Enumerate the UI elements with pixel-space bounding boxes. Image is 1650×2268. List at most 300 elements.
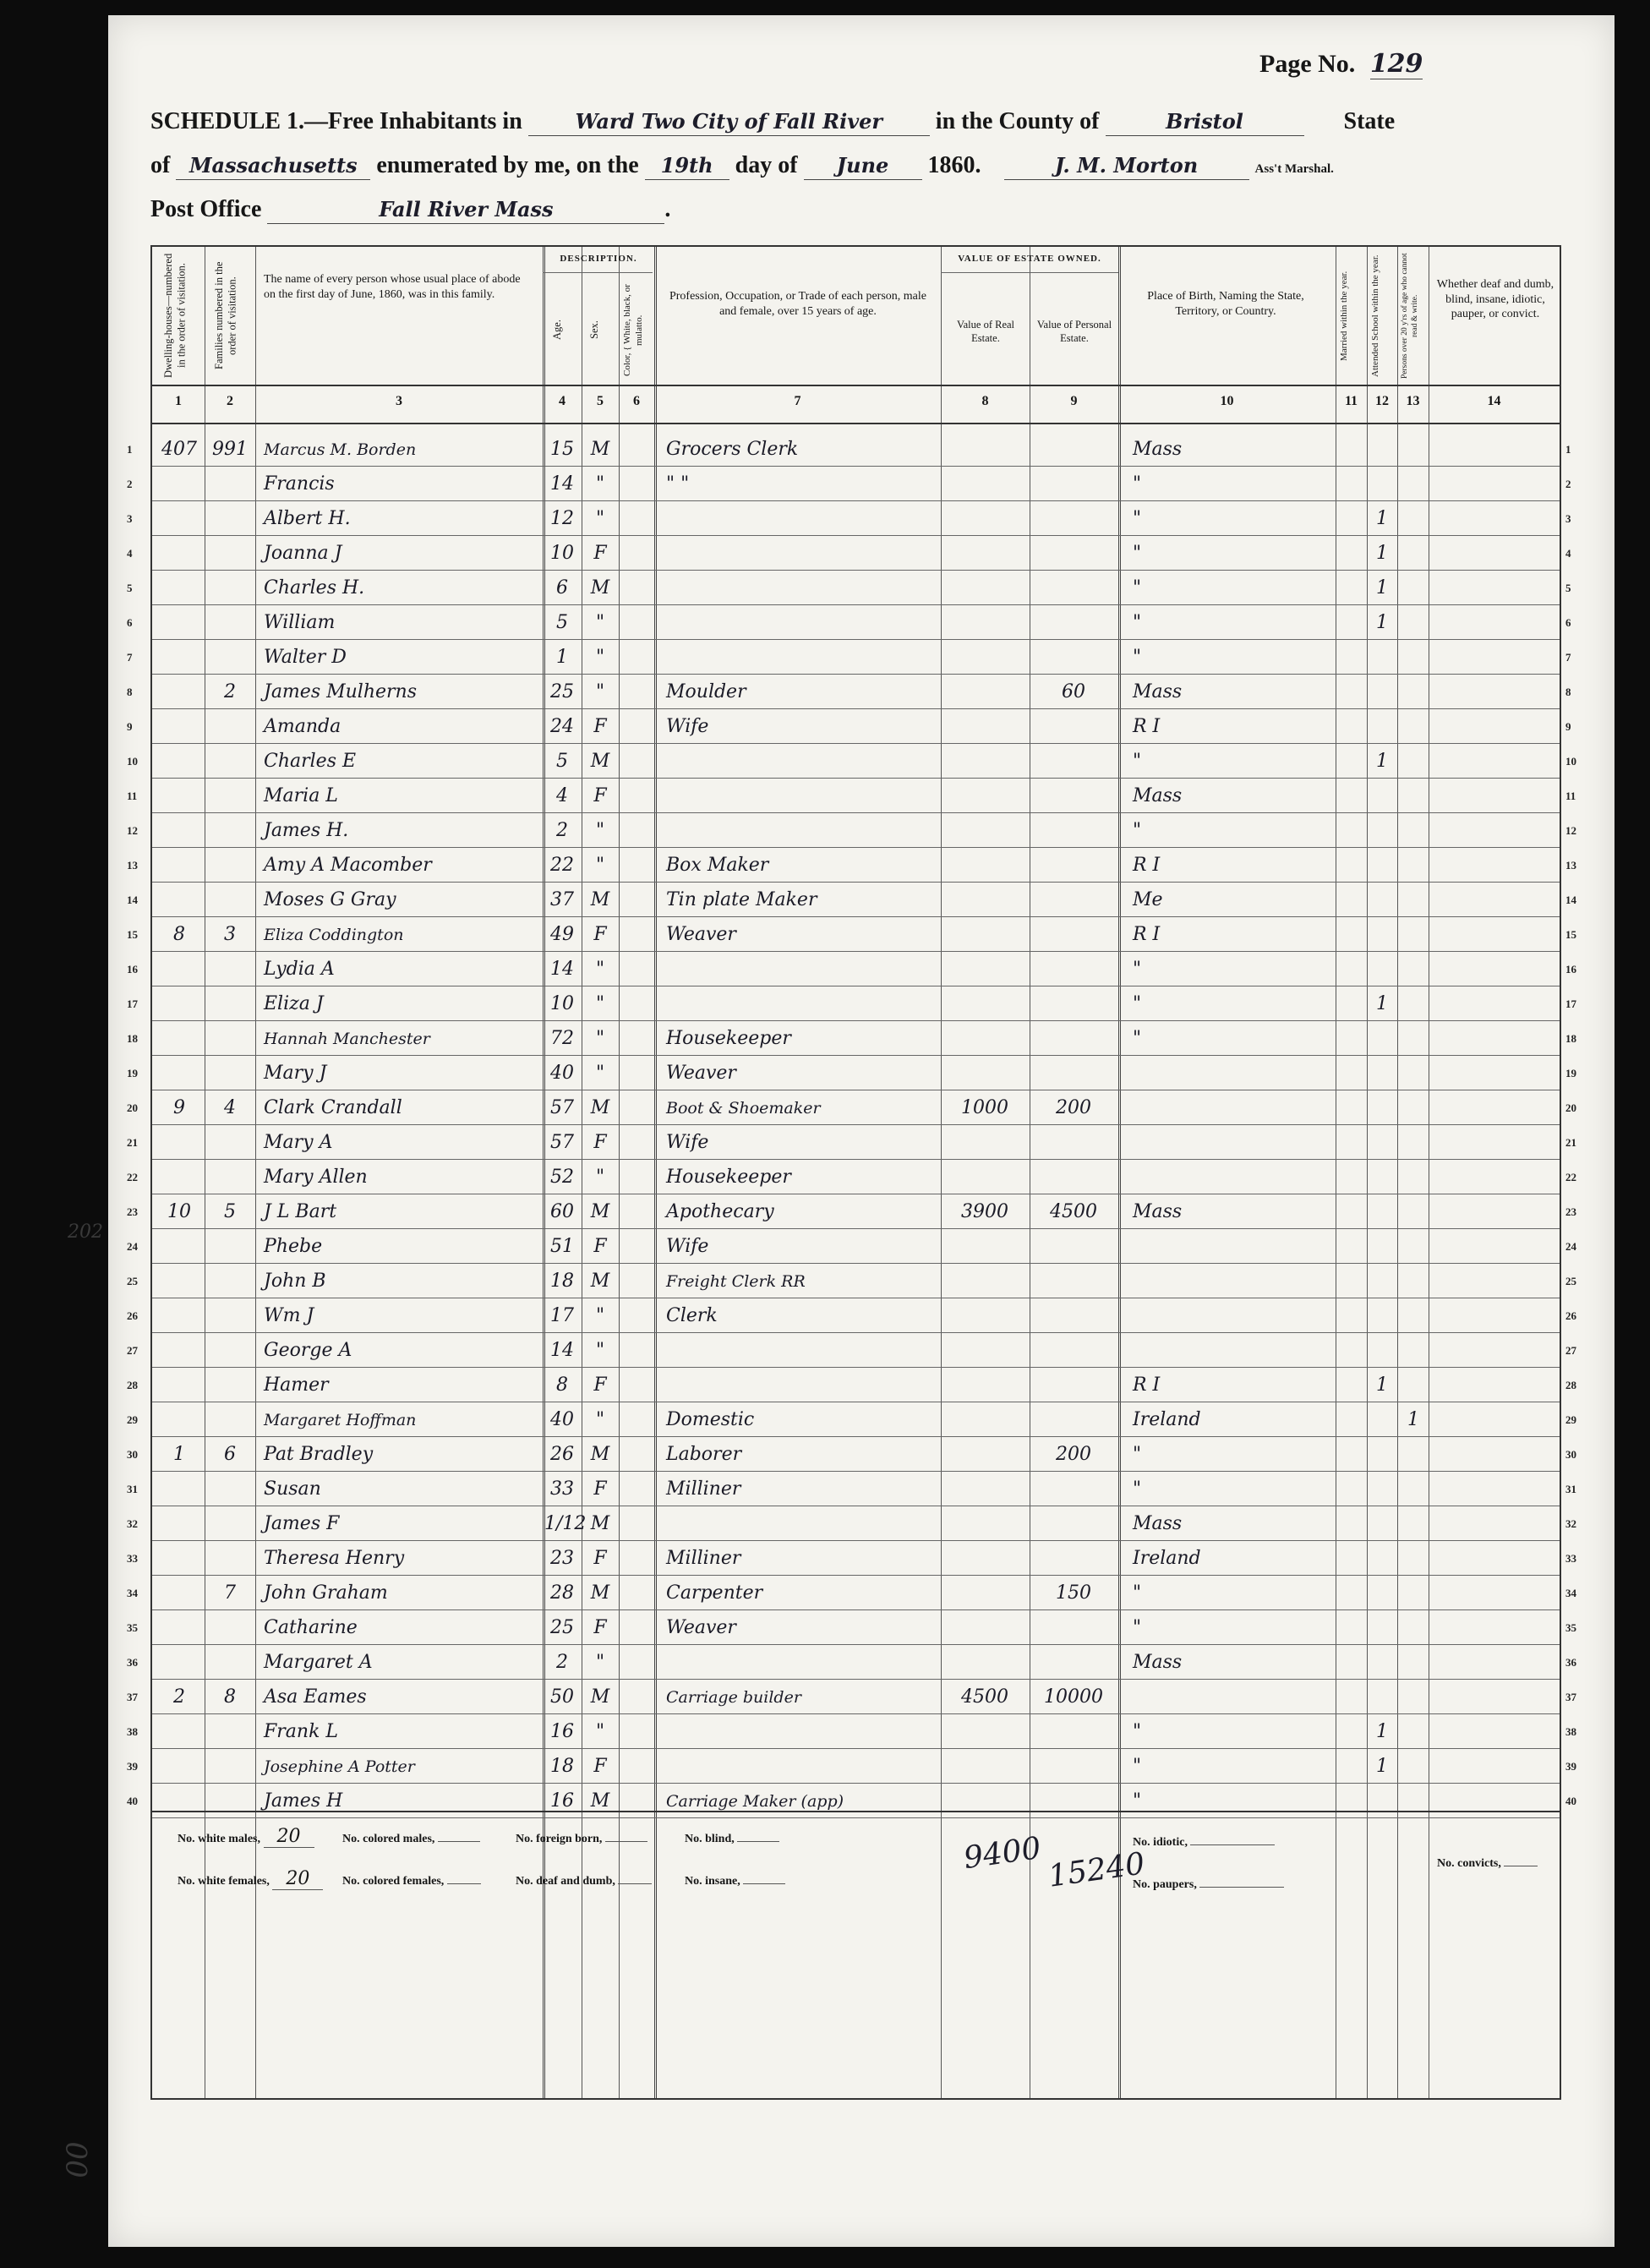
attended-school-mark: [1369, 1471, 1396, 1506]
real-estate-value: [942, 466, 1027, 500]
cannot-read-write-mark: [1399, 708, 1428, 743]
attended-school-mark: [1369, 639, 1396, 674]
line-number-left: 21: [127, 1136, 138, 1149]
person-age: 28: [550, 1582, 574, 1604]
real-estate-value: [942, 570, 1027, 604]
county-label: in the County of: [935, 108, 1100, 134]
white-females-label: No. white females,: [178, 1875, 270, 1888]
attended-school-mark: [1369, 708, 1396, 743]
personal-estate-value: [1031, 1020, 1116, 1055]
attended-school-mark: [1369, 466, 1396, 500]
attended-school-mark: 1: [1376, 508, 1388, 529]
person-occupation: Domestic: [666, 1409, 755, 1430]
attended-school-mark: [1369, 1783, 1396, 1817]
line-number-right: 16: [1565, 963, 1576, 976]
line-number-left: 16: [127, 963, 138, 976]
attended-school-mark: 1: [1376, 543, 1388, 564]
cannot-read-write-mark: [1399, 1748, 1428, 1783]
cannot-read-write-mark: [1399, 500, 1428, 535]
personal-estate-value: [1031, 1159, 1116, 1194]
line-number-left: 28: [127, 1379, 138, 1391]
real-estate-value: [942, 500, 1027, 535]
real-estate-value: 4500: [961, 1686, 1008, 1708]
footer-convicts: [1437, 1857, 1538, 1871]
column-head-2: Families numbered in the order of visitation.: [213, 261, 238, 370]
footer-white-males: [178, 1826, 314, 1848]
person-age: 57: [550, 1132, 574, 1153]
real-estate-value: [942, 882, 1027, 916]
line-number-left: 30: [127, 1448, 138, 1461]
family-number: [206, 466, 254, 500]
birth-place: ": [1133, 1756, 1142, 1777]
dwelling-number: [156, 1783, 203, 1817]
person-occupation: Weaver: [666, 924, 736, 945]
line-number-right: 18: [1565, 1032, 1576, 1045]
family-number: [206, 1540, 254, 1575]
cannot-read-write-mark: [1399, 1575, 1428, 1609]
attended-school-mark: [1369, 1540, 1396, 1575]
cannot-read-write-mark: [1399, 1055, 1428, 1090]
person-sex: M: [590, 1582, 610, 1604]
attended-school-mark: [1369, 778, 1396, 812]
person-occupation: Weaver: [666, 1617, 736, 1638]
column-head-14: Whether deaf and dumb, blind, insane, idiotic, pauper, or convict.: [1436, 278, 1554, 320]
family-number: [206, 1332, 254, 1367]
person-age: 57: [550, 1097, 574, 1118]
family-number: [206, 882, 254, 916]
table-row: [127, 466, 1571, 500]
person-age: 8: [556, 1374, 568, 1396]
table-row: [127, 1783, 1576, 1817]
cannot-read-write-mark: [1399, 1124, 1428, 1159]
dwelling-number: [156, 778, 203, 812]
real-estate-value: [942, 1020, 1027, 1055]
line-number-left: 35: [127, 1621, 138, 1634]
line-number-left: 27: [127, 1344, 138, 1357]
attended-school-mark: 1: [1376, 1756, 1388, 1777]
person-age: 2: [556, 820, 568, 841]
total-personal-estate: 15240: [1046, 1846, 1147, 1894]
person-name: James Mulherns: [264, 681, 417, 702]
family-number: [206, 570, 254, 604]
birth-place: R I: [1133, 855, 1161, 876]
person-name: John Graham: [264, 1582, 388, 1604]
real-estate-value: [942, 1748, 1027, 1783]
person-occupation: [666, 743, 938, 778]
line-number-right: 28: [1565, 1379, 1576, 1391]
table-row: [127, 1644, 1576, 1679]
person-sex: F: [593, 1236, 607, 1257]
person-age: 15: [550, 439, 574, 460]
cannot-read-write-mark: [1399, 1540, 1428, 1575]
person-name: Asa Eames: [264, 1686, 367, 1708]
line-number-right: 7: [1565, 651, 1571, 664]
person-occupation: [666, 1713, 938, 1748]
birth-place: Me: [1133, 889, 1163, 910]
attended-school-mark: 1: [1376, 993, 1388, 1014]
attended-school-mark: [1369, 1575, 1396, 1609]
birth-place: ": [1133, 1790, 1142, 1812]
line-number-left: 20: [127, 1101, 138, 1114]
family-number: 5: [224, 1201, 236, 1222]
insane-label: No. insane,: [685, 1875, 740, 1888]
line-number-right: 19: [1565, 1067, 1576, 1079]
person-name: J L Bart: [264, 1201, 337, 1222]
line-number-right: 34: [1565, 1587, 1576, 1599]
cannot-read-write-mark: [1399, 882, 1428, 916]
person-occupation: Moulder: [666, 681, 746, 702]
attended-school-mark: [1369, 1159, 1396, 1194]
real-estate-value: [942, 1402, 1027, 1436]
real-estate-value: [942, 1783, 1027, 1817]
cannot-read-write-mark: [1399, 431, 1428, 466]
dwelling-number: [156, 1748, 203, 1783]
real-estate-value: [942, 1228, 1027, 1263]
dwelling-number: [156, 674, 203, 708]
line-number-right: 10: [1565, 755, 1576, 768]
line-number-right: 29: [1565, 1413, 1576, 1426]
person-sex: F: [593, 1617, 607, 1638]
birth-place: ": [1133, 1721, 1142, 1742]
table-row: [127, 1263, 1576, 1298]
personal-estate-value: [1031, 1367, 1116, 1402]
person-occupation: [666, 986, 938, 1020]
table-row: [127, 1332, 1576, 1367]
birth-place: ": [1133, 1617, 1142, 1638]
line-number-right: 23: [1565, 1205, 1576, 1218]
person-name: Margaret A: [264, 1652, 373, 1673]
person-occupation: Tin plate Maker: [666, 889, 817, 910]
dwelling-number: [156, 1471, 203, 1506]
table-row: [127, 882, 1576, 916]
cannot-read-write-mark: [1399, 1367, 1428, 1402]
person-sex: F: [593, 543, 607, 564]
person-sex: ": [595, 612, 605, 633]
family-number: [206, 847, 254, 882]
dwelling-number: [156, 1367, 203, 1402]
person-sex: ": [595, 855, 605, 876]
real-estate-value: [942, 1332, 1027, 1367]
attended-school-mark: [1369, 1609, 1396, 1644]
person-occupation: [666, 1332, 938, 1367]
family-number: [206, 1020, 254, 1055]
person-age: 52: [550, 1167, 574, 1188]
total-real-estate: 9400: [961, 1830, 1044, 1877]
dwelling-number: 407: [161, 439, 197, 460]
person-sex: F: [593, 1374, 607, 1396]
line-number-left: 40: [127, 1795, 138, 1807]
dwelling-number: 10: [167, 1201, 191, 1222]
line-number-left: 29: [127, 1413, 138, 1426]
person-occupation: Grocers Clerk: [666, 439, 799, 460]
line-number-right: 37: [1565, 1691, 1576, 1703]
person-name: Amy A Macomber: [264, 855, 432, 876]
table-row: [127, 500, 1571, 535]
column-head-5: Sex.: [588, 320, 600, 340]
line-number-left: 18: [127, 1032, 138, 1045]
table-row: [127, 1471, 1576, 1506]
personal-estate-value: 4500: [1050, 1201, 1097, 1222]
cannot-read-write-mark: [1399, 535, 1428, 570]
column-head-4: Age.: [551, 320, 563, 341]
person-age: 50: [550, 1686, 574, 1708]
table-row: [127, 1506, 1576, 1540]
line-number-right: 26: [1565, 1309, 1576, 1322]
dwelling-number: [156, 1609, 203, 1644]
cannot-read-write-mark: [1399, 1713, 1428, 1748]
real-estate-value: [942, 1540, 1027, 1575]
line-number-right: 32: [1565, 1517, 1576, 1530]
attended-school-mark: [1369, 431, 1396, 466]
foreign-born-label: No. foreign born,: [516, 1833, 603, 1845]
person-age: 23: [550, 1548, 574, 1569]
person-age: 16: [550, 1721, 574, 1742]
person-age: 5: [556, 751, 568, 772]
paupers-label: No. paupers,: [1133, 1878, 1197, 1891]
family-number: [206, 1748, 254, 1783]
line-number-left: 10: [127, 755, 138, 768]
table-row: [127, 812, 1576, 847]
line-number-left: 23: [127, 1205, 138, 1218]
line-number-left: 11: [127, 790, 138, 802]
real-estate-value: [942, 986, 1027, 1020]
person-sex: M: [590, 1686, 610, 1708]
real-estate-value: [942, 812, 1027, 847]
personal-estate-value: [1031, 1298, 1116, 1332]
cannot-read-write-mark: [1399, 847, 1428, 882]
person-name: Walter D: [264, 647, 347, 668]
person-sex: ": [595, 1028, 605, 1049]
person-occupation: [666, 1367, 938, 1402]
birth-place: Mass: [1133, 1652, 1183, 1673]
line-number-right: 1: [1565, 443, 1571, 456]
family-number: [206, 1228, 254, 1263]
person-age: 6: [556, 577, 568, 598]
person-sex: F: [593, 924, 607, 945]
person-sex: M: [590, 1097, 610, 1118]
line-number-left: 2: [127, 478, 133, 490]
dwelling-number: [156, 1228, 203, 1263]
person-age: 17: [550, 1305, 574, 1326]
person-sex: M: [590, 1444, 610, 1465]
line-number-right: 31: [1565, 1483, 1576, 1495]
person-sex: F: [593, 1132, 607, 1153]
person-name: Catharine: [264, 1617, 358, 1638]
person-occupation: [666, 1644, 938, 1679]
family-number: [206, 778, 254, 812]
person-age: 25: [550, 1617, 574, 1638]
line-number-right: 8: [1565, 686, 1571, 698]
table-row: [127, 1159, 1576, 1194]
line-number-right: 5: [1565, 582, 1571, 594]
birth-place: [1133, 1055, 1332, 1090]
person-age: 14: [550, 959, 574, 980]
family-number: [206, 1506, 254, 1540]
table-row: [127, 951, 1576, 986]
person-sex: M: [590, 1271, 610, 1292]
person-age: 22: [550, 855, 574, 876]
line-number-right: 15: [1565, 928, 1576, 941]
family-number: [206, 951, 254, 986]
page-number-value: 129: [1369, 49, 1423, 79]
family-number: [206, 1713, 254, 1748]
table-row: [127, 1194, 1576, 1228]
person-sex: ": [595, 1340, 605, 1361]
column-head-7: Profession, Occupation, or Trade of each person, male and female, over 15 years of age.: [669, 290, 927, 318]
cannot-read-write-mark: [1399, 743, 1428, 778]
person-occupation: Laborer: [666, 1444, 742, 1465]
table-row: [127, 1020, 1576, 1055]
person-occupation: Wife: [666, 1132, 709, 1153]
cannot-read-write-mark: 1: [1407, 1409, 1419, 1430]
family-number: [206, 743, 254, 778]
person-occupation: Boot & Shoemaker: [666, 1099, 821, 1118]
personal-estate-value: [1031, 500, 1116, 535]
person-name: Amanda: [264, 716, 341, 737]
line-number-left: 36: [127, 1656, 138, 1669]
personal-estate-value: 200: [1056, 1097, 1091, 1118]
person-occupation: [666, 535, 938, 570]
person-name: Susan: [264, 1478, 321, 1500]
line-number-left: 4: [127, 547, 133, 560]
person-sex: F: [593, 716, 607, 737]
cannot-read-write-mark: [1399, 1609, 1428, 1644]
line-number-right: 3: [1565, 512, 1571, 525]
family-number: [206, 1609, 254, 1644]
person-sex: ": [595, 1652, 605, 1673]
dwelling-number: [156, 986, 203, 1020]
birth-place: ": [1133, 508, 1142, 529]
footer-foreign-born: [516, 1833, 647, 1846]
column-number-3: 3: [396, 394, 402, 408]
person-occupation: [666, 951, 938, 986]
person-sex: M: [590, 577, 610, 598]
dwelling-number: [156, 743, 203, 778]
person-sex: ": [595, 681, 605, 702]
personal-estate-value: [1031, 1055, 1116, 1090]
attended-school-mark: [1369, 951, 1396, 986]
line-number-right: 30: [1565, 1448, 1576, 1461]
person-age: 2: [556, 1652, 568, 1673]
person-sex: M: [590, 1790, 610, 1812]
person-name: Clark Crandall: [264, 1097, 402, 1118]
real-estate-value: [942, 431, 1027, 466]
table-row: [127, 1713, 1576, 1748]
birth-place: R I: [1133, 716, 1161, 737]
year-value: 1860.: [927, 152, 981, 178]
table-row: [127, 743, 1576, 778]
personal-estate-value: 200: [1056, 1444, 1091, 1465]
person-name: Josephine A Potter: [264, 1757, 415, 1776]
birth-place: R I: [1133, 1374, 1161, 1396]
person-age: 60: [550, 1201, 574, 1222]
personal-estate-value: [1031, 1471, 1116, 1506]
person-occupation: [666, 604, 938, 639]
line-number-right: 9: [1565, 720, 1571, 733]
person-name: Francis: [264, 473, 335, 495]
birth-place: ": [1133, 1028, 1142, 1049]
family-number: [206, 1471, 254, 1506]
real-estate-value: [942, 604, 1027, 639]
personal-estate-value: [1031, 882, 1116, 916]
census-table: [127, 245, 1576, 2100]
person-occupation: Clerk: [666, 1305, 718, 1326]
line-number-left: 6: [127, 616, 133, 629]
line-number-right: 39: [1565, 1760, 1576, 1773]
person-age: 24: [550, 716, 574, 737]
line-number-right: 25: [1565, 1275, 1576, 1287]
colored-females-label: No. colored females,: [342, 1875, 445, 1888]
colored-males-label: No. colored males,: [342, 1833, 435, 1845]
attended-school-mark: [1369, 916, 1396, 951]
person-name: John B: [264, 1271, 326, 1292]
real-estate-value: [942, 1367, 1027, 1402]
person-age: 51: [550, 1236, 574, 1257]
line-number-right: 14: [1565, 894, 1576, 906]
person-sex: ": [595, 508, 605, 529]
person-name: Hannah Manchester: [264, 1030, 430, 1048]
line-number-left: 39: [127, 1760, 138, 1773]
line-number-right: 40: [1565, 1795, 1576, 1807]
cannot-read-write-mark: [1399, 1090, 1428, 1124]
dwelling-number: 1: [173, 1444, 185, 1465]
post-office-value: Fall River Mass: [379, 197, 554, 221]
real-estate-value: [942, 847, 1027, 882]
footer-colored-males: [342, 1833, 480, 1846]
person-occupation: [666, 1748, 938, 1783]
line-number-left: 12: [127, 824, 138, 837]
dwelling-number: [156, 882, 203, 916]
line-number-left: 32: [127, 1517, 138, 1530]
personal-estate-value: [1031, 1540, 1116, 1575]
person-sex: ": [595, 1167, 605, 1188]
personal-estate-value: [1031, 431, 1116, 466]
footer-colored-females: [342, 1875, 481, 1888]
line-number-left: 9: [127, 720, 133, 733]
line-number-right: 20: [1565, 1101, 1576, 1114]
person-name: William: [264, 612, 336, 633]
dwelling-number: [156, 1055, 203, 1090]
person-age: 18: [550, 1756, 574, 1777]
state-label: State: [1343, 108, 1396, 134]
person-sex: F: [593, 785, 607, 806]
table-row: [127, 1540, 1576, 1575]
birth-place: Mass: [1133, 681, 1183, 702]
table-row: [127, 535, 1571, 570]
margin-note-left: 202: [68, 1221, 103, 1243]
personal-estate-value: [1031, 1506, 1116, 1540]
personal-estate-value: [1031, 708, 1116, 743]
person-sex: ": [595, 959, 605, 980]
table-row: [127, 570, 1571, 604]
birth-place: ": [1133, 1478, 1142, 1500]
cannot-read-write-mark: [1399, 1332, 1428, 1367]
cannot-read-write-mark: [1399, 1679, 1428, 1713]
dwelling-number: [156, 951, 203, 986]
person-occupation: Freight Clerk RR: [666, 1272, 806, 1291]
line-number-left: 7: [127, 651, 133, 664]
person-occupation: [666, 570, 938, 604]
estate-group-head: VALUE OF ESTATE OWNED.: [958, 254, 1101, 264]
person-occupation: Carpenter: [666, 1582, 763, 1604]
family-number: [206, 986, 254, 1020]
person-occupation: Weaver: [666, 1063, 736, 1084]
dwelling-number: [156, 812, 203, 847]
personal-estate-value: [1031, 1748, 1116, 1783]
table-row: [127, 1090, 1576, 1124]
cannot-read-write-mark: [1399, 1471, 1428, 1506]
dwelling-number: [156, 1159, 203, 1194]
